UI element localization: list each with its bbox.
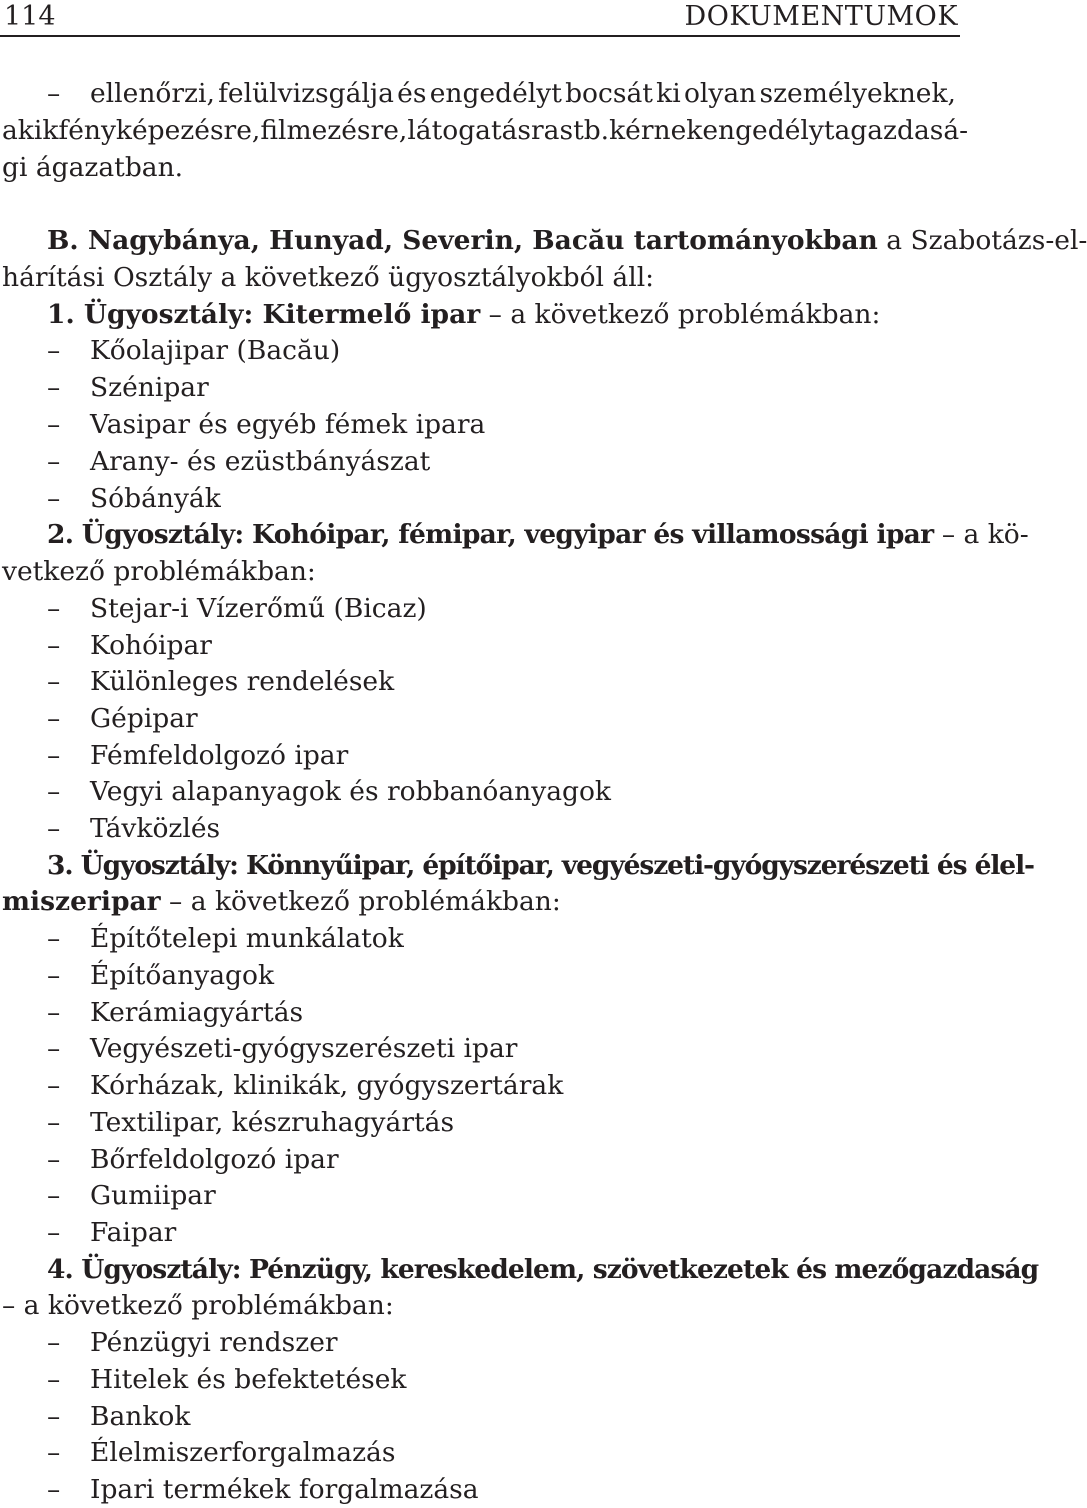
- list-item-text: Szénipar: [90, 372, 209, 403]
- dept4-heading-line-2-text: – a következő problémákban:: [2, 1290, 394, 1321]
- list-dash: –: [47, 703, 61, 734]
- list-item-text: Kohóipar: [90, 630, 212, 661]
- header-rule: [0, 35, 960, 37]
- list-item-text: Építőtelepi munkálatok: [90, 923, 404, 954]
- list-dash: –: [47, 483, 61, 514]
- list-item-text: Ipari termékek forgalmazása: [90, 1474, 479, 1505]
- word: személyeknek,: [759, 78, 956, 109]
- list-item-text: Vegyi alapanyagok és robbanóanyagok: [90, 776, 611, 807]
- word: és: [397, 78, 427, 109]
- dept3-heading-line-2-rest: – a következő problémákban:: [160, 886, 561, 917]
- intro-line-1-text: [90, 75, 956, 112]
- word: ki: [656, 78, 681, 109]
- list-item-text: Kerámiagyártás: [90, 997, 304, 1028]
- list-item-text: Különleges rendelések: [90, 666, 395, 697]
- dept2-heading-line-2-text: vetkező problémákban:: [2, 556, 316, 587]
- list-item-text: Építőanyagok: [90, 960, 274, 991]
- list-item-text: Pénzügyi rendszer: [90, 1327, 338, 1358]
- list-dash: –: [47, 1144, 61, 1175]
- word: bocsát: [565, 78, 653, 109]
- list-dash: –: [47, 923, 61, 954]
- word: gazdasá-: [850, 115, 969, 146]
- word: engedélyt: [702, 115, 835, 146]
- dept2-heading-bold: 2. Ügyosztály: Kohóipar, fémipar, vegyipar és villamossági ipar: [47, 519, 934, 550]
- dept3-heading-line-2-bold: miszeripar: [2, 886, 161, 917]
- list-dash: –: [47, 776, 61, 807]
- list-dash: –: [47, 372, 61, 403]
- list-item-text: Gumiipar: [90, 1180, 216, 1211]
- list-item-text: Arany- és ezüstbányászat: [90, 446, 431, 477]
- list-dash: –: [47, 1474, 61, 1505]
- list-item-text: Hitelek és befektetések: [90, 1364, 407, 1395]
- word: a: [834, 115, 851, 146]
- list-dash: –: [47, 409, 61, 440]
- list-item-text: Fémfeldolgozó ipar: [90, 740, 349, 771]
- running-title: DOKUMENTUMOK: [684, 1, 958, 32]
- list-item-text: Stejar-i Vízerőmű (Bicaz): [90, 593, 427, 624]
- list-dash: –: [47, 1107, 61, 1138]
- list-dash: –: [47, 1070, 61, 1101]
- section-b-line-2-text: hárítási Osztály a következő ügyosztályokból áll:: [2, 262, 655, 293]
- list-dash: –: [47, 1364, 61, 1395]
- list-dash: –: [47, 666, 61, 697]
- section-b-heading: B. Nagybánya, Hunyad, Severin, Bacău tartományokban: [47, 225, 878, 256]
- list-dash: –: [47, 630, 61, 661]
- word: engedélyt: [429, 78, 562, 109]
- word: fényképezésre,: [58, 115, 261, 146]
- list-dash: –: [47, 593, 61, 624]
- list-item-text: Faipar: [90, 1217, 177, 1248]
- word: látogatásra: [407, 115, 560, 146]
- intro-line-2-text: [2, 112, 969, 149]
- list-dash: –: [47, 1217, 61, 1248]
- word: filmezésre,: [260, 115, 408, 146]
- word: kérnek: [609, 115, 703, 146]
- list-item-text: Sóbányák: [90, 483, 221, 514]
- word: stb.: [559, 115, 610, 146]
- dept4-heading-bold: 4. Ügyosztály: Pénzügy, kereskedelem, szövetkezetek és mezőgazdaság: [47, 1254, 1039, 1285]
- list-dash: –: [47, 813, 61, 844]
- list-dash: –: [47, 78, 61, 109]
- dept3-heading-bold: 3. Ügyosztály: Könnyűipar, építőipar, vegyészeti-gyógyszerészeti és élel-: [47, 850, 1034, 881]
- list-item-text: Kórházak, klinikák, gyógyszertárak: [90, 1070, 564, 1101]
- list-dash: –: [47, 1401, 61, 1432]
- intro-line-3-text: gi ágazatban.: [2, 152, 184, 183]
- section-b-heading-rest: a Szabotázs-el-: [877, 225, 1087, 256]
- word: felülvizsgálja: [218, 78, 394, 109]
- list-item-text: Távközlés: [90, 813, 221, 844]
- word: akik: [2, 115, 59, 146]
- word: ellenőrzi,: [90, 78, 215, 109]
- dept1-heading-rest: – a következő problémákban:: [480, 299, 881, 330]
- list-dash: –: [47, 1327, 61, 1358]
- page-number: 114: [4, 1, 56, 32]
- list-dash: –: [47, 1437, 61, 1468]
- list-dash: –: [47, 997, 61, 1028]
- list-dash: –: [47, 446, 61, 477]
- list-dash: –: [47, 740, 61, 771]
- list-dash: –: [47, 1180, 61, 1211]
- list-dash: –: [47, 960, 61, 991]
- dept2-heading-rest: – a kö-: [933, 519, 1029, 550]
- list-dash: –: [47, 335, 61, 366]
- list-item-text: Gépipar: [90, 703, 198, 734]
- list-item-text: Vasipar és egyéb fémek ipara: [90, 409, 486, 440]
- dept1-heading-bold: 1. Ügyosztály: Kitermelő ipar: [47, 299, 481, 330]
- list-item-text: Bőrfeldolgozó ipar: [90, 1144, 339, 1175]
- list-item-text: Bankok: [90, 1401, 191, 1432]
- list-dash: –: [47, 1033, 61, 1064]
- list-item-text: Textilipar, készruhagyártás: [90, 1107, 455, 1138]
- list-item-text: Élelmiszerforgalmazás: [90, 1437, 396, 1468]
- list-item-text: Kőolajipar (Bacău): [90, 335, 341, 366]
- page-header: [0, 0, 960, 36]
- list-item-text: Vegyészeti-gyógyszerészeti ipar: [90, 1033, 518, 1064]
- word: olyan: [683, 78, 757, 109]
